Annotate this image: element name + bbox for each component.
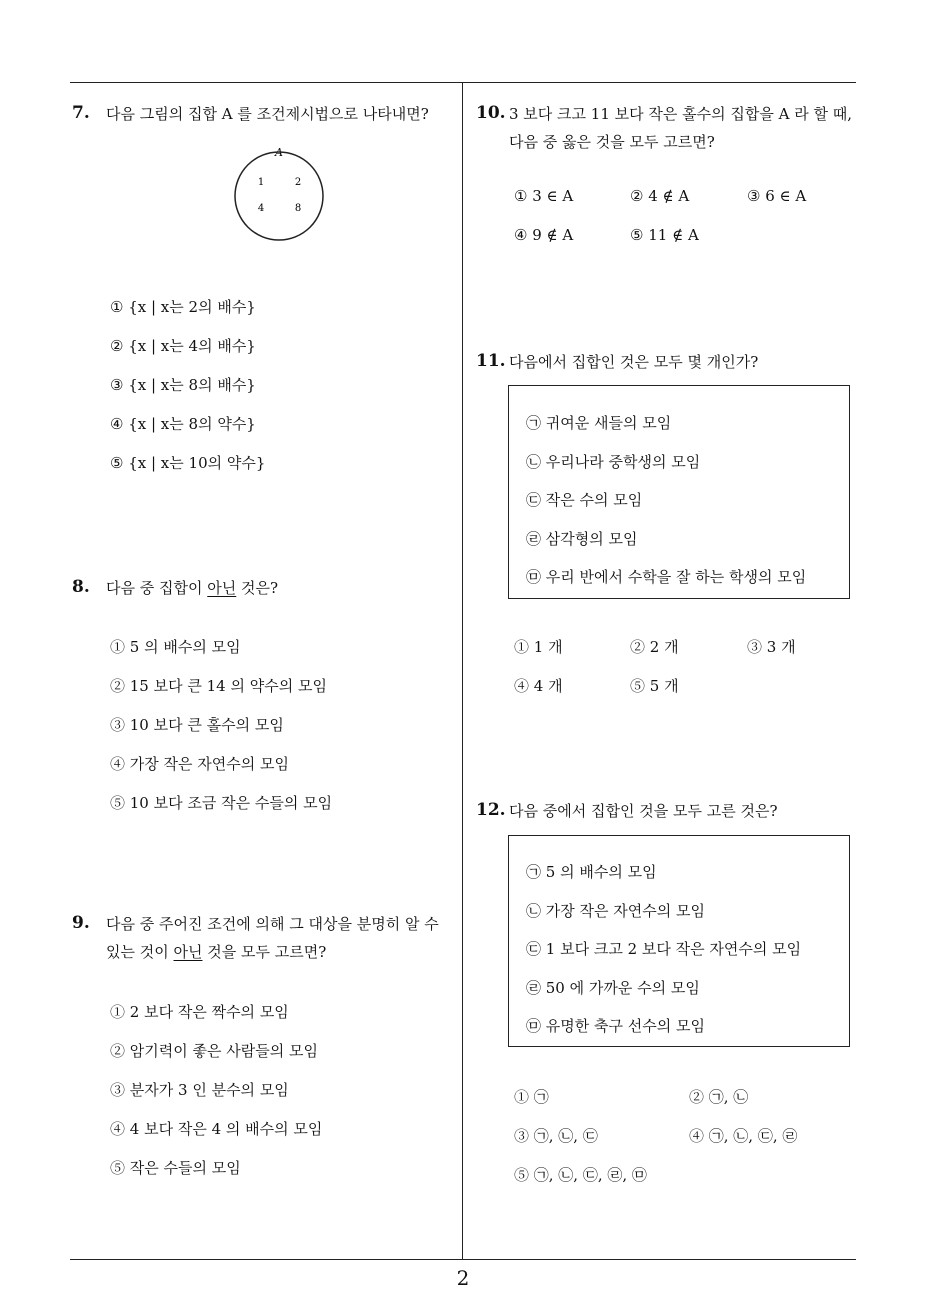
q11-box-item-3: ㉢ 작은 수의 모임 (526, 491, 643, 509)
q11-option-3[interactable]: ③ 3 개 (747, 638, 796, 656)
q7-option-4[interactable]: ④ {x | x는 8의 약수} (110, 415, 256, 433)
question-8-underlined: 아닌 (207, 579, 237, 597)
question-9-text-after: 것을 모두 고르면? (202, 943, 327, 961)
q9-option-4[interactable]: ④ 4 보다 작은 4 의 배수의 모임 (110, 1120, 323, 1138)
question-7-text: 다음 그림의 집합 A 를 조건제시법으로 나타내면? (106, 105, 429, 123)
question-9-line-1: 다음 중 주어진 조건에 의해 그 대상을 분명히 알 수 (106, 915, 439, 933)
q10-option-3[interactable]: ③ 6 ∈ A (747, 187, 807, 205)
q9-option-2[interactable]: ② 암기력이 좋은 사람들의 모임 (110, 1042, 318, 1060)
q8-option-2[interactable]: ② 15 보다 큰 14 의 약수의 모임 (110, 677, 327, 695)
q11-condition-box (508, 385, 850, 599)
question-8-number: 8. (72, 577, 90, 597)
q12-condition-box (508, 835, 850, 1047)
q12-option-3[interactable]: ③ ㉠, ㉡, ㉢ (514, 1127, 598, 1145)
q12-box-item-2: ㉡ 가장 작은 자연수의 모임 (526, 902, 705, 920)
q11-box-item-2: ㉡ 우리나라 중학생의 모임 (526, 453, 701, 471)
q11-option-2[interactable]: ② 2 개 (630, 638, 679, 656)
q11-box-item-5: ㉤ 우리 반에서 수학을 잘 하는 학생의 모임 (526, 568, 807, 586)
q12-option-2[interactable]: ② ㉠, ㉡ (689, 1088, 749, 1106)
set-a-label: A (275, 146, 283, 159)
q7-option-2[interactable]: ② {x | x는 4의 배수} (110, 337, 256, 355)
set-a-diagram (230, 142, 330, 246)
question-9-text-before: 있는 것이 (106, 943, 174, 961)
bottom-rule (70, 1259, 856, 1260)
q9-option-3[interactable]: ③ 분자가 3 인 분수의 모임 (110, 1081, 289, 1099)
question-8-text-after: 것은? (236, 579, 279, 597)
q11-box-item-1: ㉠ 귀여운 새들의 모임 (526, 414, 672, 432)
q12-option-5[interactable]: ⑤ ㉠, ㉡, ㉢, ㉣, ㉤ (514, 1166, 647, 1184)
set-element: 8 (294, 203, 302, 214)
question-11-text: 다음에서 집합인 것은 모두 몇 개인가? (509, 353, 759, 371)
q12-option-4[interactable]: ④ ㉠, ㉡, ㉢, ㉣ (689, 1127, 798, 1145)
q12-box-item-3: ㉢ 1 보다 크고 2 보다 작은 자연수의 모임 (526, 940, 802, 958)
q12-box-item-4: ㉣ 50 에 가까운 수의 모임 (526, 979, 700, 997)
q9-option-1[interactable]: ① 2 보다 작은 짝수의 모임 (110, 1003, 289, 1021)
q8-option-1[interactable]: ① 5 의 배수의 모임 (110, 638, 241, 656)
set-a-circle (235, 152, 323, 240)
set-element: 2 (294, 177, 302, 188)
question-9-number: 9. (72, 913, 90, 933)
q12-option-1[interactable]: ① ㉠ (514, 1088, 549, 1106)
q11-box-item-4: ㉣ 삼각형의 모임 (526, 530, 638, 548)
question-12-text: 다음 중에서 집합인 것을 모두 고른 것은? (509, 802, 778, 820)
column-divider (462, 82, 463, 1260)
question-7-number: 7. (72, 103, 90, 123)
q9-option-5[interactable]: ⑤ 작은 수들의 모임 (110, 1159, 241, 1177)
q7-option-1[interactable]: ① {x | x는 2의 배수} (110, 298, 256, 316)
q12-box-item-1: ㉠ 5 의 배수의 모임 (526, 863, 657, 881)
question-9-underlined: 아닌 (173, 943, 203, 961)
q10-option-1[interactable]: ① 3 ∈ A (514, 187, 574, 205)
q10-option-2[interactable]: ② 4 ∉ A (630, 187, 690, 205)
question-10-line-1: 3 보다 크고 11 보다 작은 홀수의 집합을 A 라 할 때, (509, 105, 853, 123)
q8-option-5[interactable]: ⑤ 10 보다 조금 작은 수들의 모임 (110, 794, 333, 812)
top-rule (70, 82, 856, 83)
q10-option-4[interactable]: ④ 9 ∉ A (514, 226, 574, 244)
q10-option-5[interactable]: ⑤ 11 ∉ A (630, 226, 699, 244)
q11-option-1[interactable]: ① 1 개 (514, 638, 563, 656)
question-11-number: 11. (476, 351, 506, 371)
set-element: 4 (257, 203, 265, 214)
q11-option-5[interactable]: ⑤ 5 개 (630, 677, 679, 695)
set-element: 1 (257, 177, 265, 188)
question-8-text-before: 다음 중 집합이 (106, 579, 208, 597)
q7-option-3[interactable]: ③ {x | x는 8의 배수} (110, 376, 256, 394)
question-10-number: 10. (476, 103, 506, 123)
q8-option-4[interactable]: ④ 가장 작은 자연수의 모임 (110, 755, 289, 773)
question-9-line-2 (106, 938, 326, 966)
q11-option-4[interactable]: ④ 4 개 (514, 677, 563, 695)
q7-option-5[interactable]: ⑤ {x | x는 10의 약수} (110, 454, 266, 472)
q8-option-3[interactable]: ③ 10 보다 큰 홀수의 모임 (110, 716, 284, 734)
question-8-text (106, 574, 278, 602)
question-12-number: 12. (476, 800, 506, 820)
q12-box-item-5: ㉤ 유명한 축구 선수의 모임 (526, 1017, 705, 1035)
page-number: 2 (456, 1266, 470, 1290)
question-10-line-2: 다음 중 옳은 것을 모두 고르면? (509, 133, 715, 151)
